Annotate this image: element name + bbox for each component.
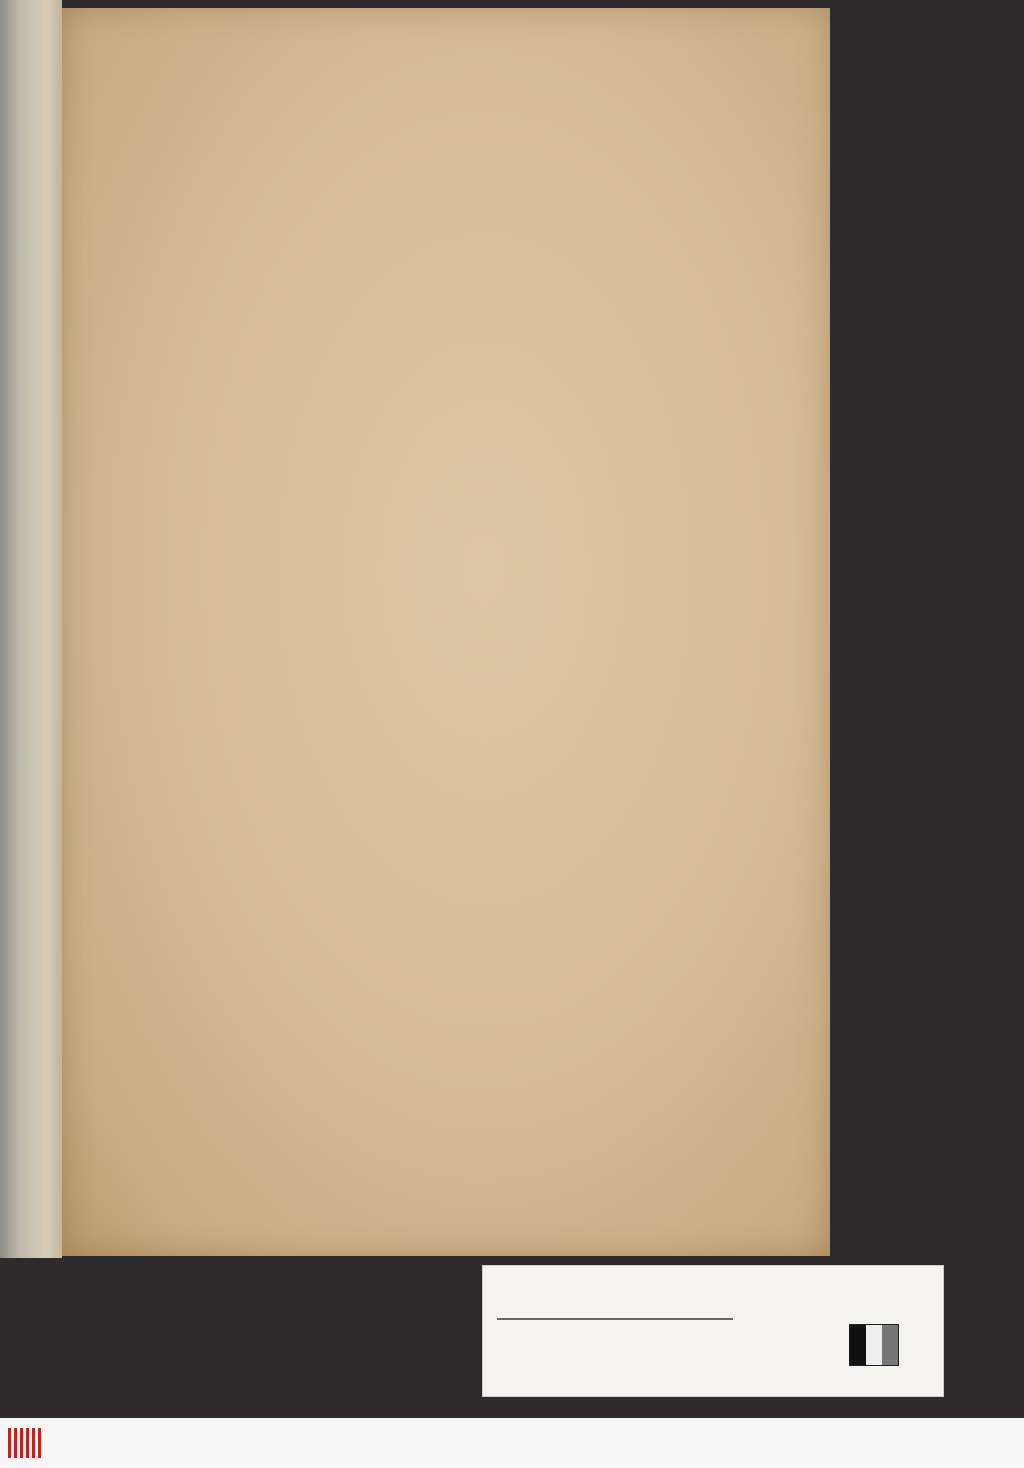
ruler-scale <box>497 1318 733 1350</box>
ruler-numbers <box>493 1354 753 1376</box>
page-text <box>92 128 797 132</box>
running-head <box>62 100 830 124</box>
film-strip-icon <box>8 1428 44 1458</box>
page-footer-line <box>92 1148 797 1174</box>
book-page <box>62 8 830 1256</box>
footer-bar <box>0 1418 1024 1468</box>
previous-page-edge <box>0 0 62 1258</box>
gray-scale-patch <box>849 1324 899 1366</box>
library-label <box>482 1265 944 1397</box>
